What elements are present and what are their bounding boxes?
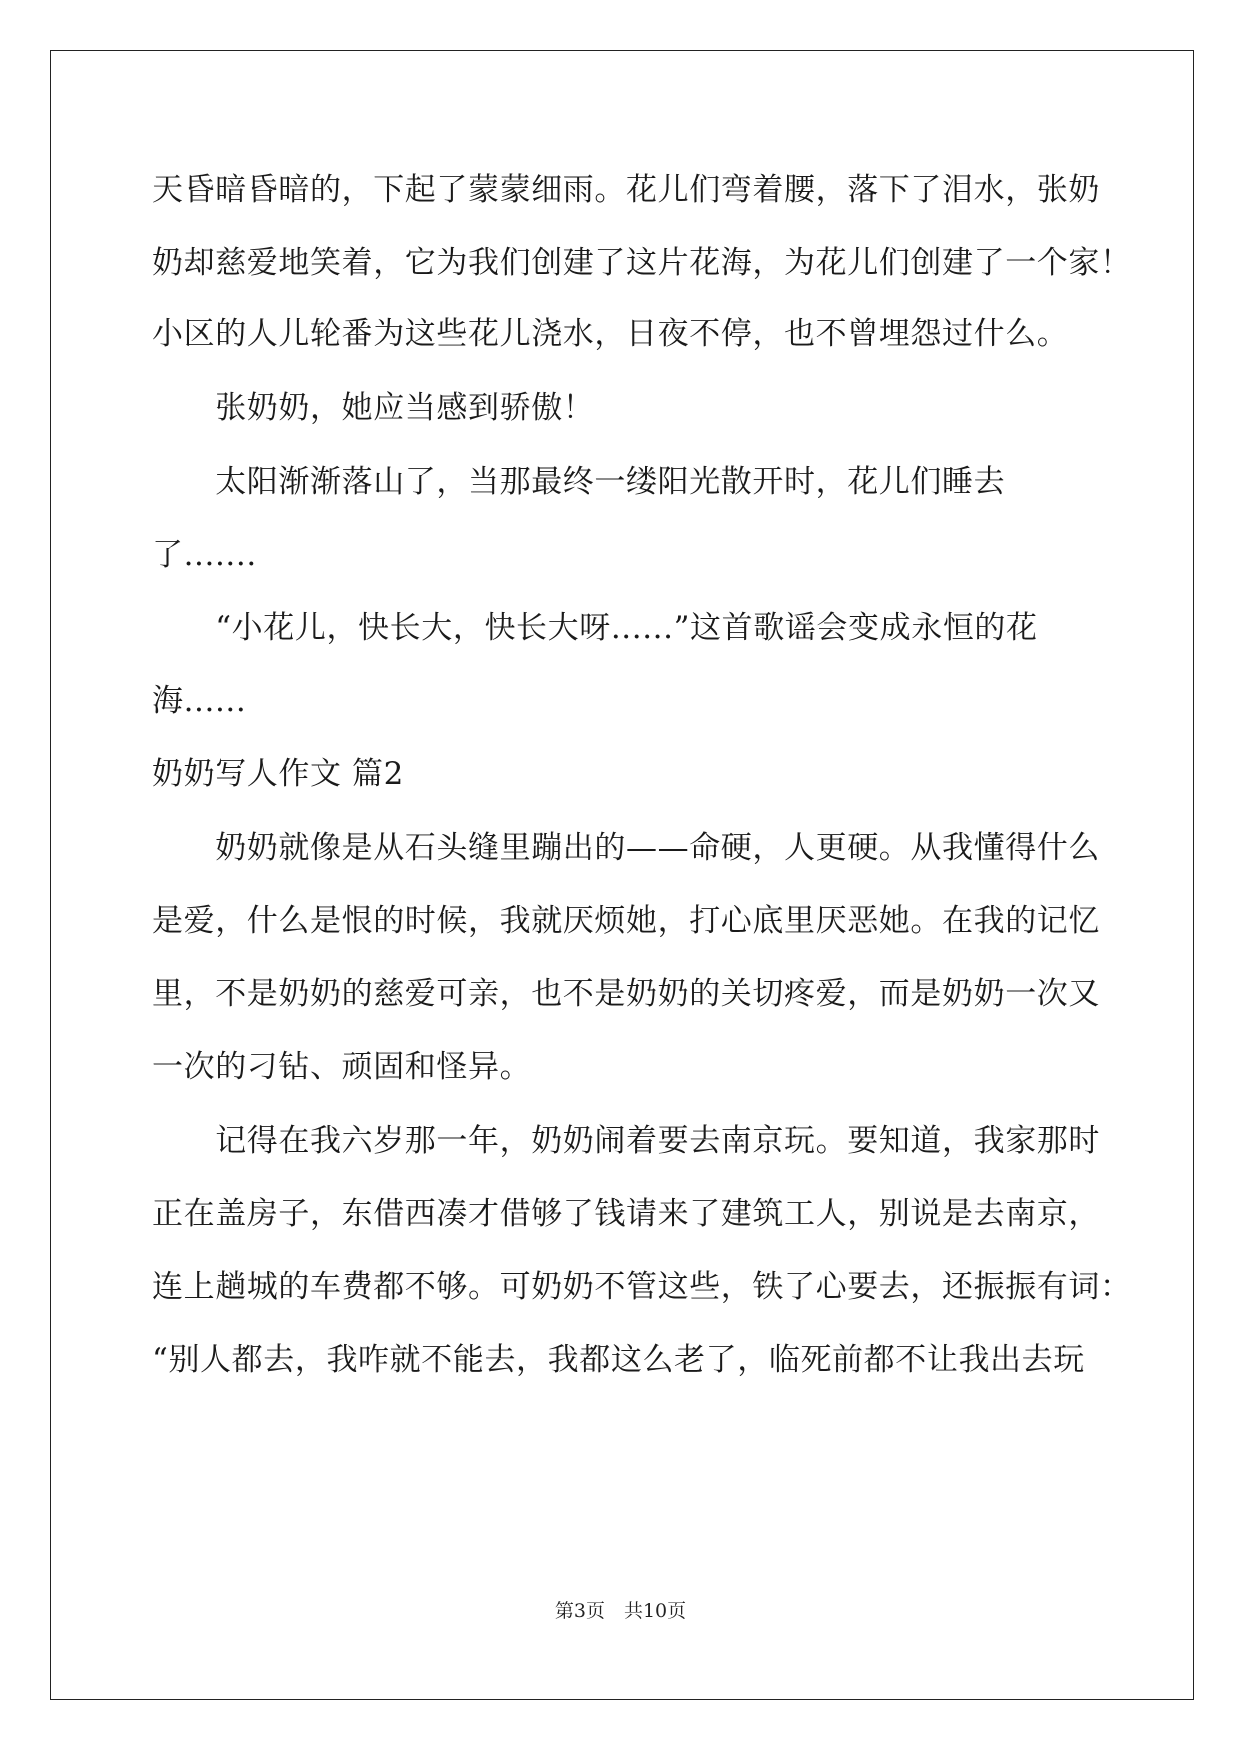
body-line: 太阳渐渐落山了，当那最终一缕阳光散开时，花儿们睡去 <box>152 464 1006 500</box>
body-line: 奶奶就像是从石头缝里蹦出的——命硬，人更硬。从我懂得什么 <box>152 830 1100 866</box>
body-line: 海...... <box>152 683 247 719</box>
body-line: 奶却慈爱地笑着，它为我们创建了这片花海，为花儿们创建了一个家！ <box>152 245 1132 281</box>
body-line: 连上趟城的车费都不够。可奶奶不管这些，铁了心要去，还振振有词： <box>152 1269 1132 1305</box>
body-line: 天昏暗昏暗的，下起了蒙蒙细雨。花儿们弯着腰，落下了泪水，张奶 <box>152 172 1100 208</box>
section-heading: 奶奶写人作文 篇2 <box>152 756 404 792</box>
body-line: 了....... <box>152 537 257 573</box>
body-line: 里，不是奶奶的慈爱可亲，也不是奶奶的关切疼爱，而是奶奶一次又 <box>152 976 1100 1012</box>
body-line: 小区的人儿轮番为这些花儿浇水，日夜不停，也不曾埋怨过什么。 <box>152 316 1069 352</box>
body-line: 记得在我六岁那一年，奶奶闹着要去南京玩。要知道，我家那时 <box>152 1123 1100 1159</box>
body-line: 一次的刁钻、顽固和怪异。 <box>152 1049 532 1085</box>
body-line: 正在盖房子，东借西凑才借够了钱请来了建筑工人，别说是去南京， <box>152 1196 1100 1232</box>
body-line: 张奶奶，她应当感到骄傲！ <box>152 390 595 426</box>
body-line: “小花儿，快长大，快长大呀......”这首歌谣会变成永恒的花 <box>152 610 1038 646</box>
body-line: 是爱，什么是恨的时候，我就厌烦她，打心底里厌恶她。在我的记忆 <box>152 903 1100 939</box>
body-line: “别人都去，我咋就不能去，我都这么老了，临死前都不让我出去玩 <box>152 1342 1085 1378</box>
page-number-footer: 第3页 共10页 <box>554 1600 687 1622</box>
page-border <box>50 50 1194 1700</box>
